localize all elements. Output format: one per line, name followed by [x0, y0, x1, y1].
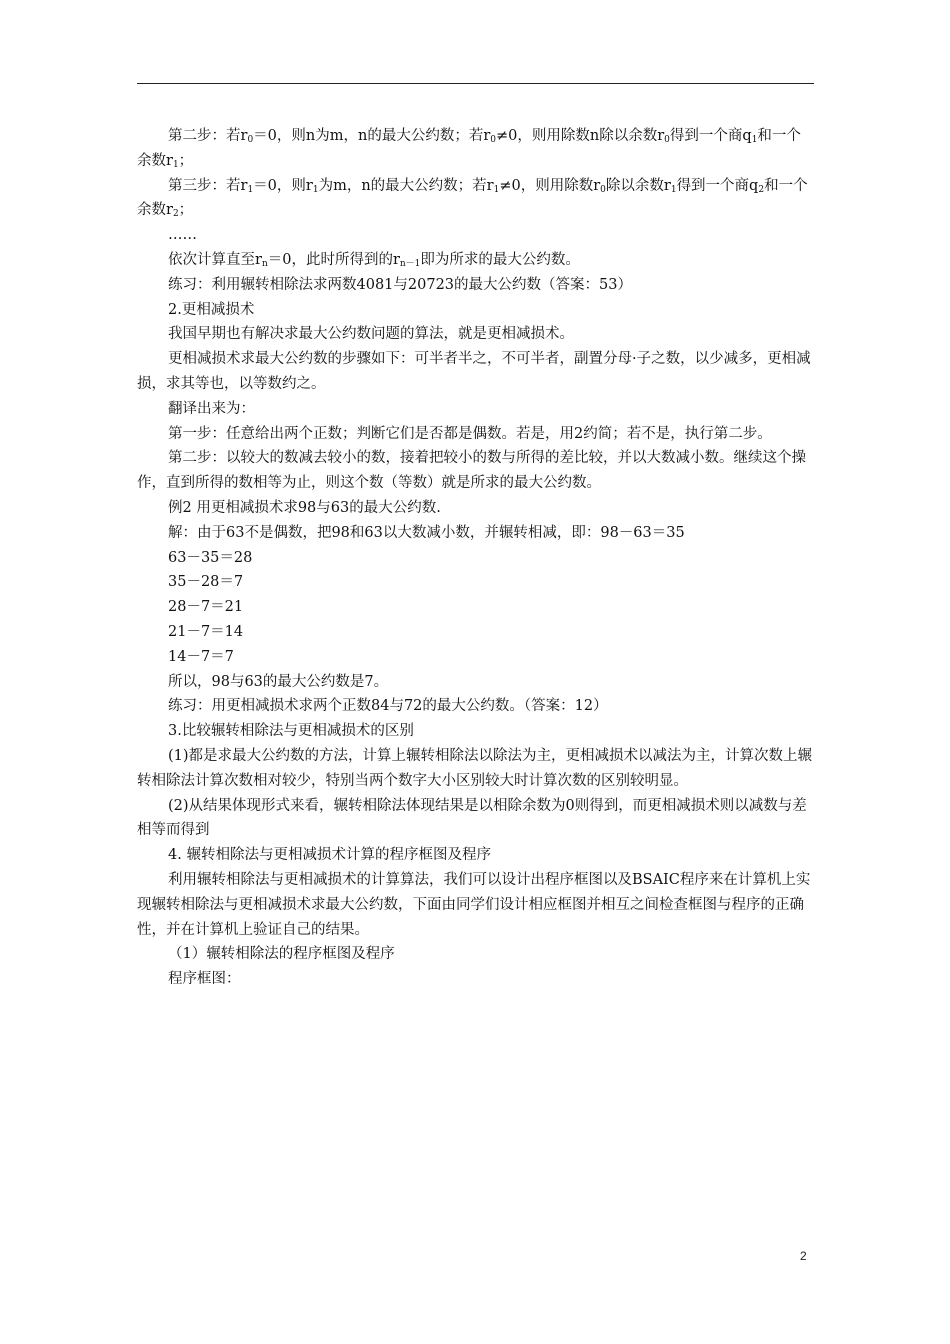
calc-line: 63－35＝28	[168, 549, 253, 566]
example-2-conclusion: 所以，98与63的最大公约数是7。	[168, 673, 389, 690]
subtraction-step-1: 第一步：任意给出两个正数；判断它们是否都是偶数。若是，用2约简；若不是，执行第二步。	[168, 425, 772, 442]
comparison-1: (1)都是求最大公约数的方法，计算上辗转相除法以除法为主，更相减损术以减法为主，计算次数上辗转相除法计算次数相对较少，特别当两个数字大小区别较大时计算次数的区别较明显。	[137, 747, 813, 789]
calc-line: 35－28＝7	[168, 574, 244, 591]
subsection-1-title: （1）辗转相除法的程序框图及程序	[168, 946, 395, 963]
subtraction-step-2: 第二步：以较大的数减去较小的数，接着把较小的数与所得的差比较，并以大数减小数。继续这个操作，直到所得的数相等为止，则这个数（等数）就是所求的最大公约数。	[137, 450, 806, 492]
calc-line: 28－7＝21	[168, 599, 244, 616]
calc-line: 21－7＝14	[168, 623, 244, 640]
section-2-intro: 我国早期也有解决求最大公约数问题的算法，就是更相减损术。	[168, 326, 574, 343]
step2-paragraph: 第二步：若$r_0=0$，则n为m，n的最大公约数；若$r_0\ne 0$，则用除数n除以余数$r_0$得到一个商$q_1$和一个余数$r_1$；	[137, 128, 801, 170]
exercise-2: 练习：用更相减损术求两个正数84与72的最大公约数。（答案：12）	[168, 698, 608, 715]
example-2-solution: 解：由于63不是偶数，把98和63以大数减小数，并辗转相减，即：98－63＝35	[168, 524, 685, 541]
flowchart-label: 程序框图：	[168, 971, 241, 988]
section-4-body: 利用辗转相除法与更相减损术的计算算法，我们可以设计出程序框图以及BSAIC程序来在计算机上实现辗转相除法与更相减损术求最大公约数，下面由同学们设计相应框图并相互之间检查框图与程序的正确性，并在计算机上验证自己的结果。	[137, 871, 811, 938]
section-4-title: 4. 辗转相除法与更相减损术计算的程序框图及程序	[168, 847, 491, 864]
header-rule	[137, 83, 814, 84]
section-3-title: 3.比较辗转相除法与更相减损术的区别	[168, 723, 414, 740]
termination-line: 依次计算直至$r_n=0$，此时所得到的$r_{n-1}$即为所求的最大公约数。	[168, 251, 580, 269]
page-number: 2	[800, 1249, 807, 1263]
example-2-title: 例2 用更相减损术求98与63的最大公约数.	[168, 499, 441, 516]
calc-line: 14－7＝7	[168, 648, 234, 665]
ellipsis-line: ……	[168, 227, 197, 244]
section-2-steps: 更相减损术求最大公约数的步骤如下：可半者半之，不可半者，副置分母·子之数，以少减多，更相减损，求其等也，以等数约之。	[137, 351, 811, 392]
translation-label: 翻译出来为：	[168, 400, 255, 417]
step3-paragraph: 第三步：若$r_1=0$，则$r_1$为m，n的最大公约数；若$r_1\ne 0$，则用除数$r_0$除以余数$r_1$得到一个商$q_2$和一个余数$r_2$；	[137, 177, 808, 220]
exercise-1: 练习：利用辗转相除法求两数4081与20723的最大公约数（答案：53）	[168, 276, 632, 293]
page-content	[137, 124, 814, 992]
section-2-title: 2.更相减损术	[168, 301, 255, 318]
comparison-2: (2)从结果体现形式来看，辗转相除法体现结果是以相除余数为0则得到，而更相减损术则以减数与差相等而得到	[137, 797, 807, 839]
